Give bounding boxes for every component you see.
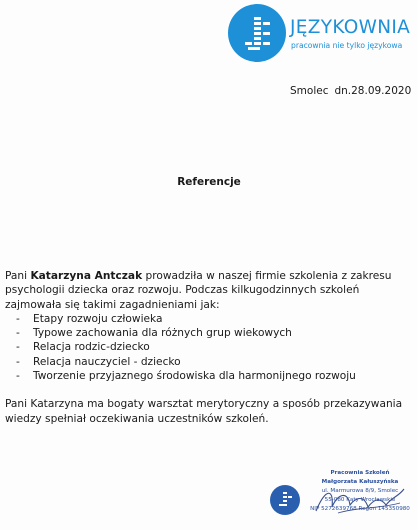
stamp-emblem-icon [270, 485, 300, 515]
topic-list [5, 312, 411, 383]
stamp-line-1: Pracownia Szkoleń [330, 470, 390, 476]
logo-emblem-icon [228, 4, 286, 62]
closing-paragraph: Pani Katarzyna ma bogaty warsztat merytoryczny a sposób przekazywania wiedzy spełniał oczekiwania uczestników szkoleń. [5, 398, 403, 425]
letter-body [5, 269, 411, 426]
list-item: - Typowe zachowania dla różnych grup wiekowych [5, 326, 411, 340]
company-logo [228, 4, 414, 62]
brand-name: JĘZYKOWNIA [290, 17, 411, 38]
stamp-line-3: ul. Marmurowa 8/9, Smolec [321, 488, 399, 494]
list-item: - Relacja nauczyciel - dziecko [5, 355, 411, 369]
list-item: - Relacja rodzic-dziecko [5, 340, 411, 354]
date: dn.28.09.2020 [334, 85, 412, 97]
stamp-line-5: NIP 5272639768 Regon 145350980 [310, 506, 410, 512]
place-and-date [290, 85, 411, 97]
company-stamp [268, 467, 418, 527]
stamp-line-2: Małgorzata Kałuszyńska [321, 479, 399, 485]
place: Smolec [290, 85, 329, 97]
handwritten-signature [308, 467, 408, 525]
stamp-line-4: 55-080 Kąty Wrocławskie [324, 497, 396, 503]
document-title: Referencje [177, 176, 241, 188]
intro-prefix: Pani [5, 270, 31, 282]
intro-paragraph [5, 269, 411, 312]
person-name: Katarzyna Antczak [30, 270, 143, 282]
list-item: - Etapy rozwoju człowieka [5, 312, 411, 326]
list-item: - Tworzenie przyjaznego środowiska dla harmonijnego rozwoju [5, 369, 411, 383]
brand-tagline: pracownia nie tylko językowa [291, 41, 403, 50]
intro-text: prowadziła w naszej firmie szkolenia z zakresu psychologii dziecka oraz rozwoju. Podczas kilkugodzinnych szkoleń zajmowała się takimi zagadnieniami jak: [5, 270, 392, 311]
